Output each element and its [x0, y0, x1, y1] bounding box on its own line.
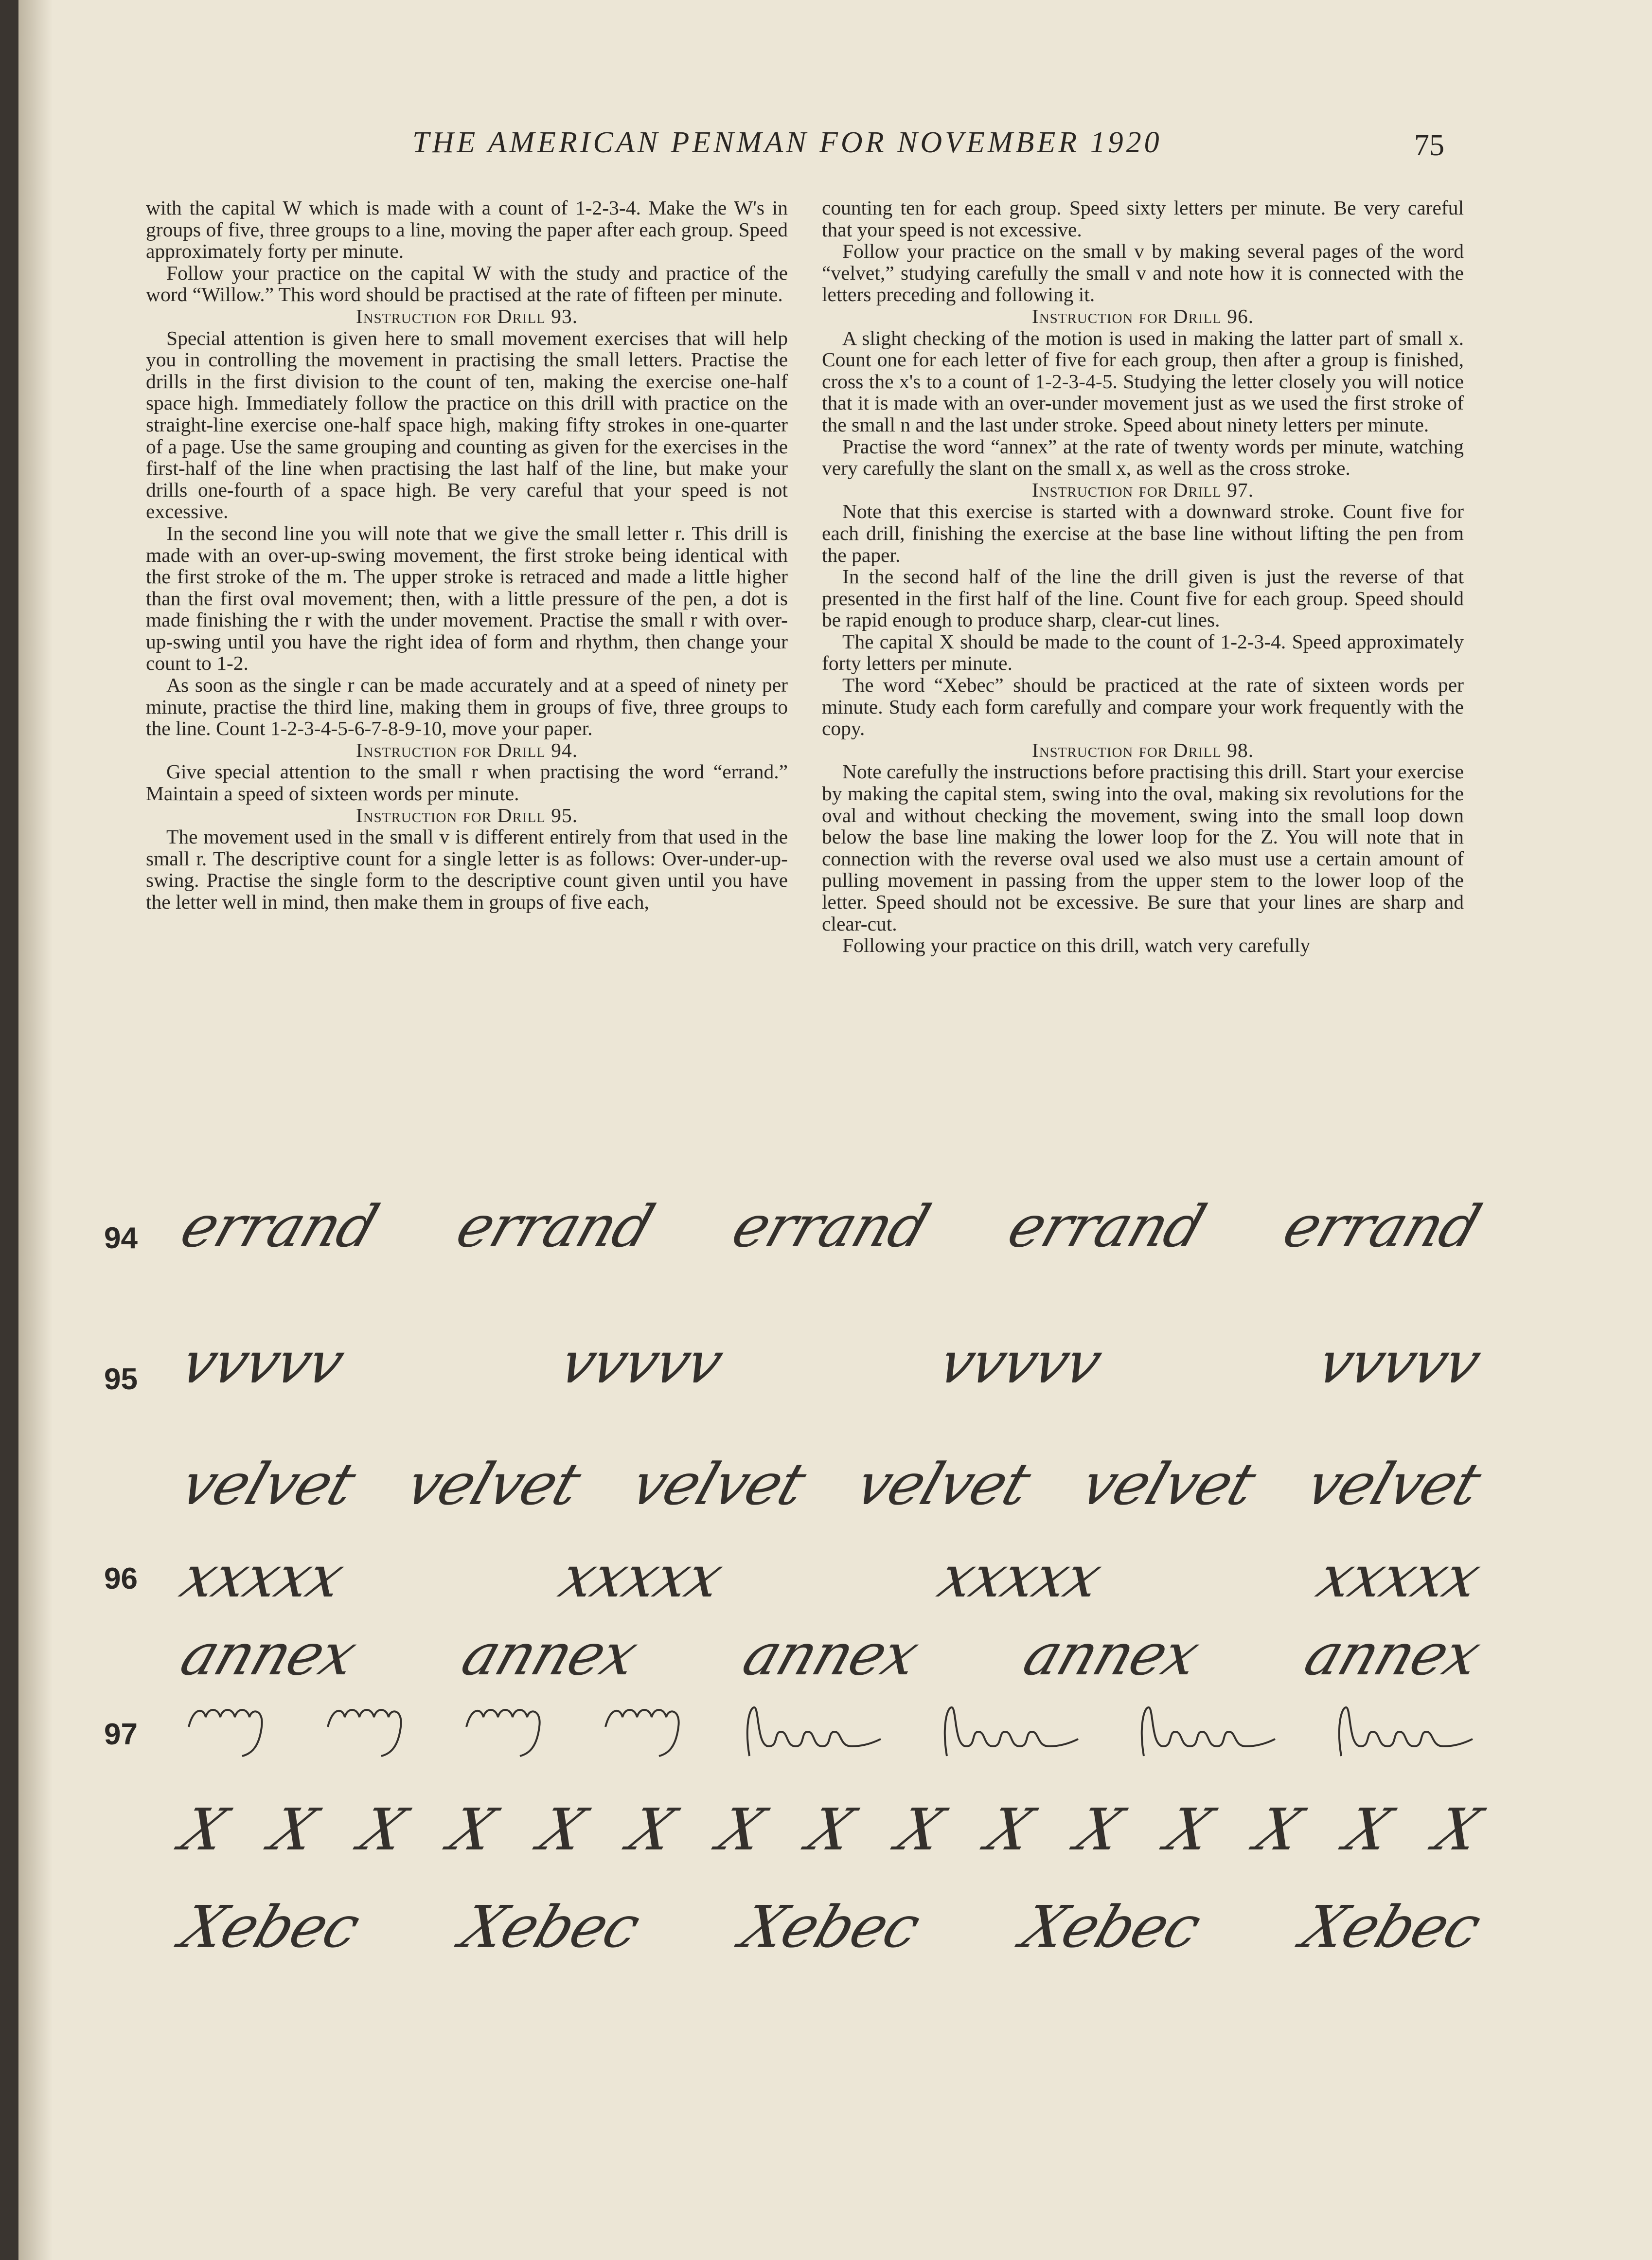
- paragraph: with the capital W which is made with a count of 1-2-3-4. Make the W's in groups of five, three groups to a line, moving the paper after each group. Speed approximately forty per minute.: [146, 197, 788, 263]
- script-word: annex: [1016, 1621, 1208, 1688]
- script-word: xxxxx: [1309, 1543, 1489, 1610]
- paragraph: Follow your practice on the small v by making several pages of the word “velvet,” studying carefully the small v and note how it is connected with the letters preceding and following it.: [822, 240, 1464, 306]
- script-word: velvet: [1298, 1451, 1489, 1518]
- script-word: X: [978, 1796, 1041, 1863]
- paragraph: Note carefully the instructions before practising this drill. Start your exercise by making the capital stem, swing into the oval, making six revolutions for the oval and without checking the movement, swing into the small loop down below the base line making the lower loop for the Z. You will note that in connection with the reverse oval used we also must use a certain amount of pulling movement in passing from the upper stem to the lower loop of the letter. Speed should not be excessive. Be sure that your lines are sharp and clear-cut.: [822, 760, 1464, 935]
- reverse-loop-drill: [740, 1698, 886, 1761]
- script-word: X: [1247, 1796, 1310, 1863]
- penmanship-drills: [18, 1167, 1652, 2092]
- paragraph: The word “Xebec” should be practiced at the rate of sixteen words per minute. Study each form carefully and compare your work frequently with the copy.: [822, 674, 1464, 740]
- script-word: X: [442, 1796, 503, 1863]
- script-word: vvvvv: [1309, 1329, 1489, 1396]
- script-word: errand: [1276, 1193, 1489, 1260]
- right-column: [822, 197, 1464, 956]
- paragraph: In the second half of the line the drill given is just the reverse of that presented in the first half of the line. Count five for each group. Speed should be rapid enough to produce sharp, clear-cut lines.: [822, 565, 1464, 631]
- script-word: X: [799, 1796, 862, 1863]
- reverse-loop-drill: [1134, 1698, 1280, 1761]
- script-word: velvet: [848, 1451, 1038, 1518]
- section-heading-drill-98: Instruction for Drill 98.: [1031, 738, 1254, 761]
- script-word: errand: [724, 1193, 937, 1260]
- header: [18, 126, 1652, 164]
- script-word: X: [1068, 1796, 1130, 1863]
- script-word: Xebec: [173, 1893, 368, 1960]
- compact-oval-drill: [323, 1698, 410, 1761]
- drill-label-95: 95: [104, 1363, 138, 1396]
- paragraph: In the second line you will note that we give the small letter r. This drill is made with an over-up-swing movement, the first stroke being identical with the first stroke of the m. The upper stroke is retraced and made a little higher than the first oval movement; then, with a little pressure of the pen, a dot is made finishing the r with the under movement. Practise the small r with over-up-swing until you have the right idea of form and rhythm, then change your count to 1-2.: [146, 521, 788, 675]
- paragraph: A slight checking of the motion is used in making the latter part of small x. Count one for each letter of five for each group, then after a group is finished, cross the x's to a count of 1-2-3-4-5. Studying the letter closely you will notice that it is made with an over-under movement just as we used the first stroke of the small n and the last under stroke. Speed about ninety letters per minute.: [822, 326, 1464, 436]
- paragraph: Give special attention to the small r when practising the word “errand.” Maintain a speed of sixteen words per minute.: [146, 760, 788, 805]
- script-word: xxxxx: [930, 1543, 1110, 1610]
- script-word: annex: [454, 1621, 645, 1688]
- page-number: 75: [1414, 129, 1444, 162]
- paragraph: The movement used in the small v is different entirely from that used in the small r. The descriptive count for a single letter is as follows: Over-under-up-swing. Practise the single form to the descriptive count given until you have the letter well in mind, then make them in groups of five each,: [146, 825, 788, 913]
- script-word: X: [531, 1796, 593, 1863]
- section-heading-drill-93: Instruction for Drill 93.: [355, 305, 578, 327]
- section-heading-drill-94: Instruction for Drill 94.: [355, 738, 578, 761]
- script-word: Xebec: [1013, 1893, 1208, 1960]
- section-heading-drill-97: Instruction for Drill 97.: [1031, 478, 1254, 501]
- script-word: annex: [1297, 1621, 1489, 1688]
- script-word: errand: [448, 1193, 661, 1260]
- drill-line-v: [173, 1323, 1489, 1396]
- script-word: Xebec: [733, 1893, 928, 1960]
- script-word: X: [1426, 1796, 1489, 1863]
- script-word: annex: [173, 1621, 365, 1688]
- compact-oval-drill: [462, 1698, 549, 1761]
- page: [18, 0, 1652, 2260]
- paragraph: Note that this exercise is started with a downward stroke. Count five for each drill, finishing the exercise at the base line without lifting the pen from the paper.: [822, 500, 1464, 566]
- script-word: velvet: [173, 1451, 363, 1518]
- drill-line-capital-x: [173, 1790, 1489, 1863]
- script-word: X: [262, 1796, 324, 1863]
- script-word: errand: [173, 1193, 386, 1260]
- compact-oval-drill: [601, 1698, 688, 1761]
- script-word: velvet: [623, 1451, 814, 1518]
- paragraph: The capital X should be made to the count of 1-2-3-4. Speed approximately forty letters per minute.: [822, 630, 1464, 675]
- script-word: vvvvv: [930, 1329, 1110, 1396]
- drill-label-94: 94: [104, 1221, 138, 1255]
- script-word: X: [710, 1796, 772, 1863]
- script-word: annex: [735, 1621, 926, 1688]
- script-word: X: [621, 1796, 683, 1863]
- script-word: X: [352, 1796, 414, 1863]
- drill-line-xebec: [173, 1887, 1489, 1960]
- drill-label-97: 97: [104, 1718, 138, 1751]
- script-word: X: [1158, 1796, 1220, 1863]
- script-word: xxxxx: [173, 1543, 352, 1610]
- script-word: X: [173, 1796, 235, 1863]
- script-word: Xebec: [1294, 1893, 1489, 1960]
- paragraph: counting ten for each group. Speed sixty letters per minute. Be very careful that your speed is not excessive.: [822, 197, 1464, 241]
- drill-line-velvet: [173, 1445, 1489, 1518]
- script-word: Xebec: [453, 1893, 648, 1960]
- paragraph: Following your practice on this drill, watch very carefully: [842, 934, 1311, 957]
- script-word: vvvvv: [551, 1329, 731, 1396]
- script-word: velvet: [1073, 1451, 1263, 1518]
- paragraph: Practise the word “annex” at the rate of twenty words per minute, watching very carefully the slant on the small x, as well as the cross stroke.: [822, 435, 1464, 480]
- paragraph: Special attention is given here to small movement exercises that will help you in controlling the movement in practising the small letters. Practise the drills in the first division to the count of ten, making the exercise one-half space high. Immediately follow the practice on this drill with practice on the straight-line exercise one-half space high, making fifty strokes in one-quarter of a page. Use the same grouping and counting as given for the exercises in the first-half of the line when practising the last half of the line, but make your drills one-fourth of a space high. Be very careful that your speed is not excessive.: [146, 326, 788, 523]
- drill-line-errand: [173, 1187, 1489, 1260]
- script-word: errand: [1000, 1193, 1213, 1260]
- reverse-loop-drill: [1332, 1698, 1477, 1761]
- script-word: X: [1337, 1796, 1399, 1863]
- drill-line-ovals: [184, 1688, 1477, 1761]
- paragraph: Follow your practice on the capital W with the study and practice of the word “Willow.” This word should be practised at the rate of fifteen per minute.: [146, 261, 788, 306]
- paragraph: As soon as the single r can be made accurately and at a speed of ninety per minute, practise the third line, making them in groups of five, three groups to the line. Count 1-2-3-4-5-6-7-8-9-10, move your paper.: [146, 674, 788, 740]
- section-heading-drill-96: Instruction for Drill 96.: [1031, 305, 1254, 327]
- drill-label-96: 96: [104, 1562, 138, 1596]
- drill-line-x: [173, 1537, 1489, 1610]
- drill-line-annex: [173, 1615, 1489, 1688]
- compact-oval-drill: [184, 1698, 271, 1761]
- script-word: X: [889, 1796, 951, 1863]
- section-heading-drill-95: Instruction for Drill 95.: [355, 804, 578, 826]
- running-head: THE AMERICAN PENMAN FOR NOVEMBER 1920: [412, 126, 1162, 159]
- left-column: [146, 197, 788, 913]
- script-word: velvet: [398, 1451, 588, 1518]
- reverse-loop-drill: [937, 1698, 1083, 1761]
- script-word: vvvvv: [173, 1329, 352, 1396]
- script-word: xxxxx: [551, 1543, 731, 1610]
